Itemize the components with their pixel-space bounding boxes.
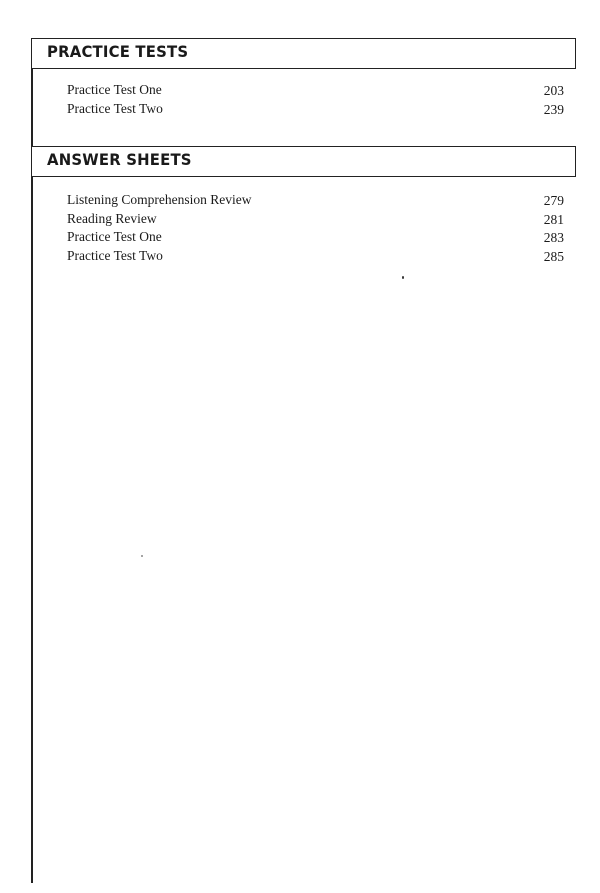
toc-entry[interactable] <box>67 81 564 100</box>
toc-entry[interactable] <box>67 247 564 266</box>
scan-speck <box>402 276 404 279</box>
section-header-practice-tests <box>31 38 576 69</box>
toc-entry[interactable] <box>67 100 564 119</box>
toc-entry-title: Reading Review <box>67 210 157 226</box>
toc-list-answer-sheets <box>67 191 564 265</box>
toc-entry-title: Practice Test One <box>67 82 162 97</box>
toc-entry-title: Practice Test Two <box>67 247 163 263</box>
toc-entry[interactable] <box>67 191 564 210</box>
section-title: ANSWER SHEETS <box>47 150 192 169</box>
toc-entry-page-number: 283 <box>543 230 564 245</box>
toc-entry-title: Practice Test One <box>67 229 162 244</box>
toc-entry-title: Listening Comprehension Review <box>67 192 252 207</box>
toc-entry-page-number: 279 <box>543 193 564 208</box>
toc-entry[interactable] <box>67 228 564 247</box>
toc-entry-page-number: 285 <box>543 248 564 264</box>
scan-speck <box>141 555 143 557</box>
section-header-answer-sheets <box>31 146 576 177</box>
toc-list-practice-tests <box>67 81 564 118</box>
toc-entry-page-number: 203 <box>543 83 564 98</box>
toc-entry[interactable] <box>67 210 564 229</box>
section-title: PRACTICE TESTS <box>47 42 189 61</box>
toc-entry-page-number: 239 <box>543 101 564 117</box>
toc-entry-title: Practice Test Two <box>67 100 163 116</box>
toc-entry-page-number: 281 <box>543 211 564 227</box>
